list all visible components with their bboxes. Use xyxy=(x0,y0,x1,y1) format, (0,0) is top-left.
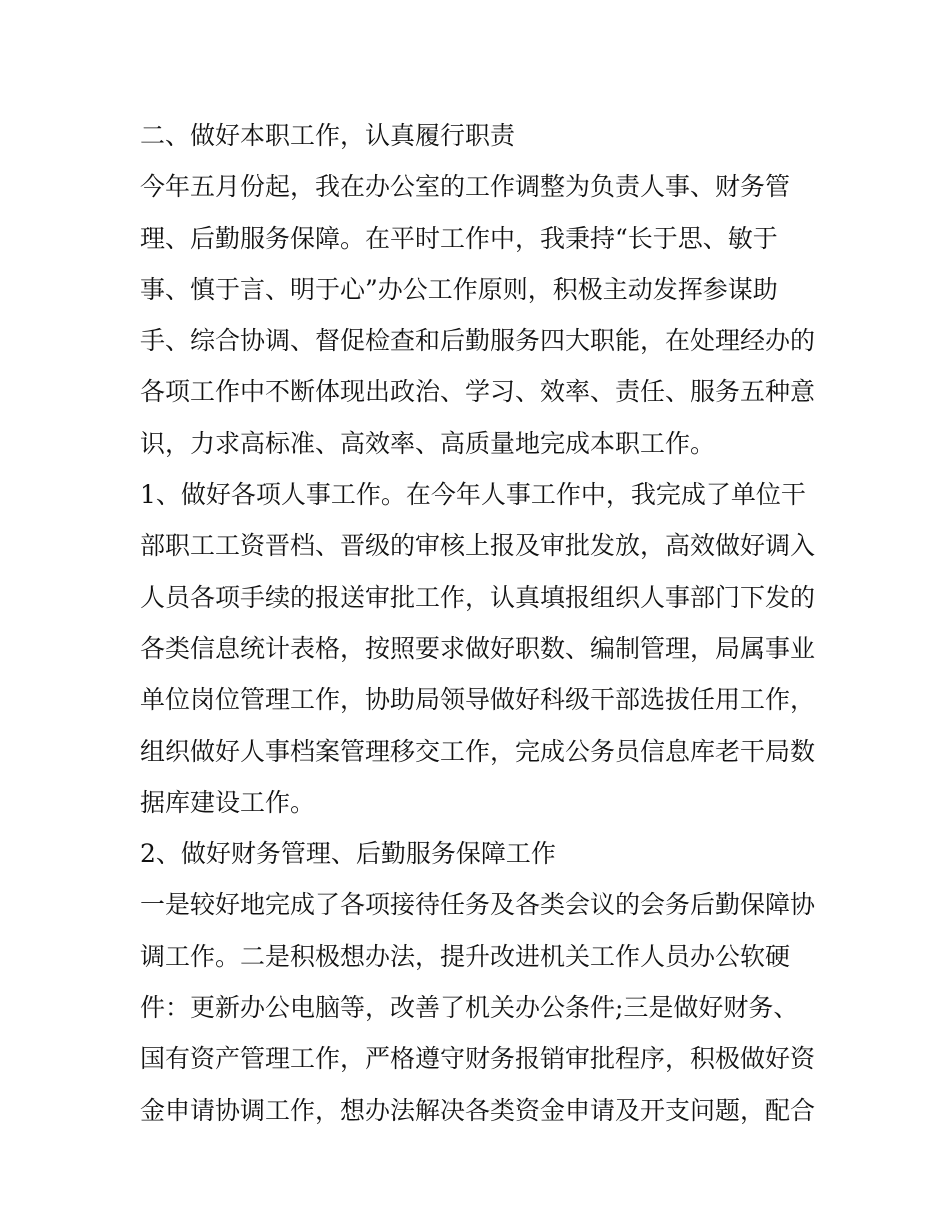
paragraph-line: 单位岗位管理工作，协助局领导做好科级干部选拔任用工作， xyxy=(140,685,816,715)
paragraph-line: 一是较好地完成了各项接待任务及各类会议的会务后勤保障协 xyxy=(140,890,816,920)
paragraph-line: 金申请协调工作，想办法解决各类资金申请及开支问题，配合 xyxy=(140,1095,816,1125)
document-body xyxy=(140,110,820,1136)
paragraph-line: 各类信息统计表格，按照要求做好职数、编制管理，局属事业 xyxy=(140,633,816,663)
paragraph-line: 据库建设工作。 xyxy=(140,787,316,817)
subsection-heading: 2、做好财务管理、后勤服务保障工作 xyxy=(140,839,556,869)
paragraph-line: 部职工工资晋档、晋级的审核上报及审批发放，高效做好调入 xyxy=(140,531,816,561)
paragraph-line: 国有资产管理工作，严格遵守财务报销审批程序，积极做好资 xyxy=(140,1044,816,1074)
paragraph-line: 调工作。二是积极想办法，提升改进机关工作人员办公软硬 xyxy=(140,941,791,971)
paragraph-line: 各项工作中不断体现出政治、学习、效率、责任、服务五种意 xyxy=(140,377,816,407)
paragraph-line: 人员各项手续的报送审批工作，认真填报组织人事部门下发的 xyxy=(140,582,816,612)
paragraph-line: 件：更新办公电脑等，改善了机关办公条件;三是做好财务、 xyxy=(140,993,799,1023)
section-heading: 二、做好本职工作，认真履行职责 xyxy=(140,121,516,150)
paragraph-line: 组织做好人事档案管理移交工作，完成公务员信息库老干局数 xyxy=(140,736,816,766)
paragraph-line: 事、慎于言、明于心”办公工作原则，积极主动发挥参谋助 xyxy=(140,274,778,304)
paragraph-line: 理、后勤服务保障。在平时工作中，我秉持“长于思、敏于 xyxy=(140,223,778,253)
paragraph-line: 识，力求高标准、高效率、高质量地完成本职工作。 xyxy=(140,428,716,458)
subsection-line: 1、做好各项人事工作。在今年人事工作中，我完成了单位干 xyxy=(140,480,806,510)
paragraph-line: 手、综合协调、督促检查和后勤服务四大职能，在处理经办的 xyxy=(140,326,816,356)
paragraph-line: 今年五月份起，我在办公室的工作调整为负责人事、财务管 xyxy=(140,172,791,202)
